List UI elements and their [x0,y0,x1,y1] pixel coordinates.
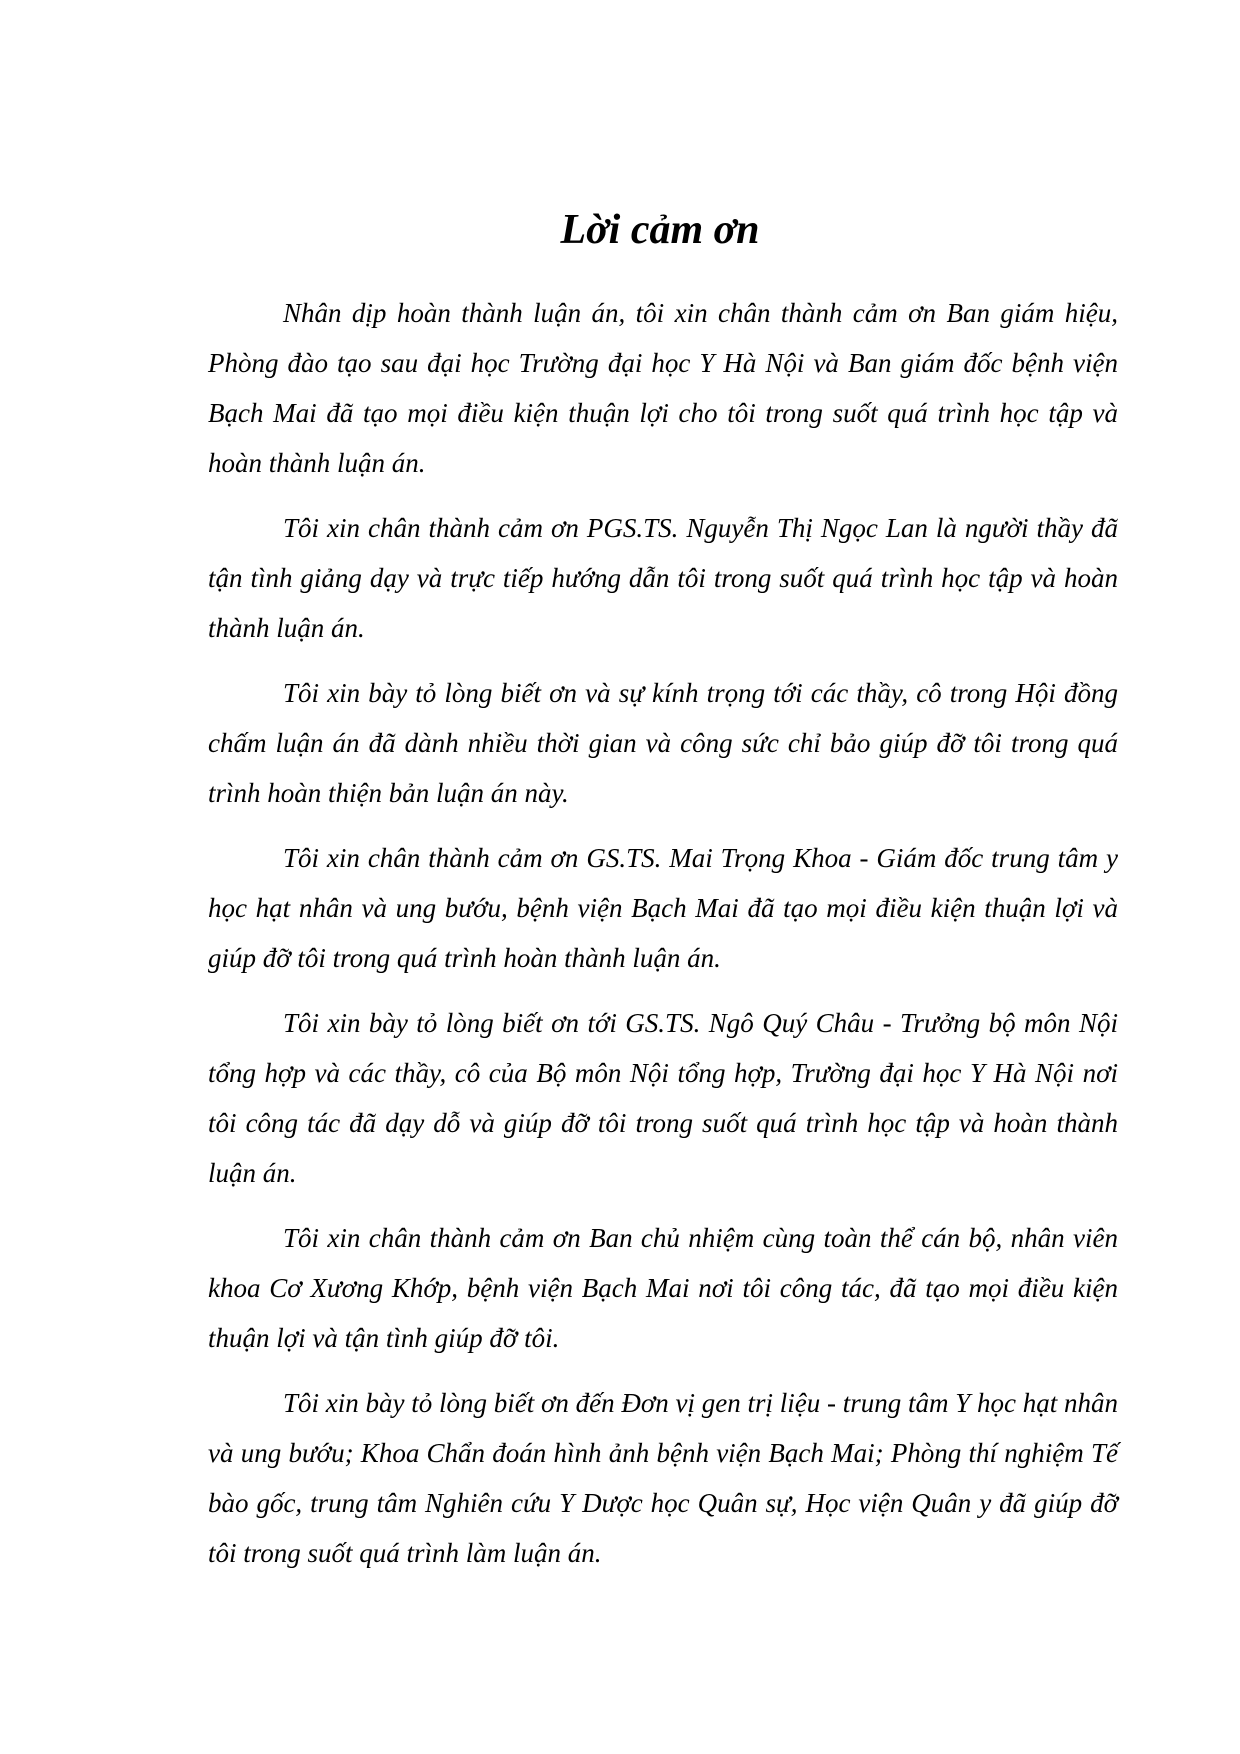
paragraph-6: Tôi xin chân thành cảm ơn Ban chủ nhiệm cùng toàn thể cán bộ, nhân viên khoa Cơ Xương Khớp, bệnh viện Bạch Mai nơi tôi công tác, đã tạo mọi điều kiện thuận lợi và tận tình giúp đỡ tôi. [208,1223,1118,1353]
paragraph-4: Tôi xin chân thành cảm ơn GS.TS. Mai Trọng Khoa - Giám đốc trung tâm y học hạt nhân và ung bướu, bệnh viện Bạch Mai đã tạo mọi điều kiện thuận lợi và giúp đỡ tôi trong quá trình hoàn thành luận án. [208,843,1118,973]
paragraph-5: Tôi xin bày tỏ lòng biết ơn tới GS.TS. Ngô Quý Châu - Trưởng bộ môn Nội tổng hợp và các thầy, cô của Bộ môn Nội tổng hợp, Trường đại học Y Hà Nội nơi tôi công tác đã dạy dỗ và giúp đỡ tôi trong suốt quá trình học tập và hoàn thành luận án. [208,1008,1118,1188]
paragraph-7: Tôi xin bày tỏ lòng biết ơn đến Đơn vị gen trị liệu - trung tâm Y học hạt nhân và ung bướu; Khoa Chẩn đoán hình ảnh bệnh viện Bạch Mai; Phòng thí nghiệm Tế bào gốc, trung tâm Nghiên cứu Y Dược học Quân sự, Học viện Quân y đã giúp đỡ tôi trong suốt quá trình làm luận án. [208,1388,1118,1568]
page-title: Lời cảm ơn [560,207,760,253]
paragraph-1: Nhân dịp hoàn thành luận án, tôi xin chân thành cảm ơn Ban giám hiệu, Phòng đào tạo sau đại học Trường đại học Y Hà Nội và Ban giám đốc bệnh viện Bạch Mai đã tạo mọi điều kiện thuận lợi cho tôi trong suốt quá trình học tập và hoàn thành luận án. [208,298,1118,478]
document-body [208,288,1118,1593]
paragraph-2: Tôi xin chân thành cảm ơn PGS.TS. Nguyễn Thị Ngọc Lan là người thầy đã tận tình giảng dạy và trực tiếp hướng dẫn tôi trong suốt quá trình học tập và hoàn thành luận án. [208,513,1118,643]
paragraph-3: Tôi xin bày tỏ lòng biết ơn và sự kính trọng tới các thầy, cô trong Hội đồng chấm luận án đã dành nhiều thời gian và công sức chỉ bảo giúp đỡ tôi trong quá trình hoàn thiện bản luận án này. [208,678,1118,808]
